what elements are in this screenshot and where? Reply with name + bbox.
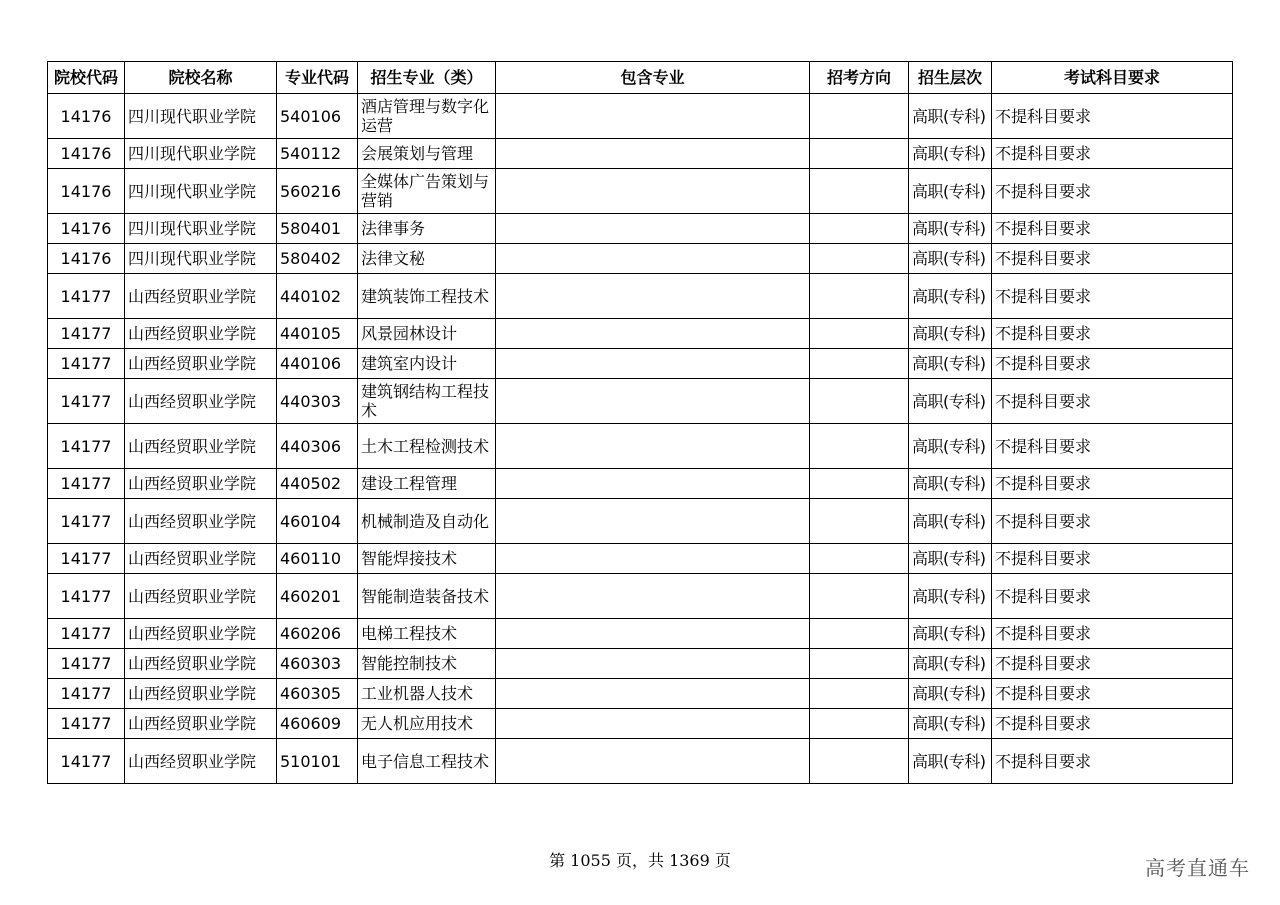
cell-included-majors (496, 139, 810, 169)
cell-school-name: 山西经贸职业学院 (125, 709, 277, 739)
cell-direction (810, 469, 909, 499)
cell-major-code: 440102 (277, 274, 358, 319)
cell-direction (810, 319, 909, 349)
cell-school-code: 14176 (48, 94, 125, 139)
cell-school-code: 14177 (48, 679, 125, 709)
cell-requirement: 不提科目要求 (992, 739, 1233, 784)
header-major-code: 专业代码 (277, 62, 358, 94)
table-row (48, 469, 1233, 499)
cell-major-code: 510101 (277, 739, 358, 784)
table-row (48, 544, 1233, 574)
cell-major-code: 580402 (277, 244, 358, 274)
cell-major: 电梯工程技术 (358, 619, 496, 649)
cell-direction (810, 244, 909, 274)
enrollment-table (47, 61, 1233, 784)
cell-major-code: 460104 (277, 499, 358, 544)
cell-major: 工业机器人技术 (358, 679, 496, 709)
cell-included-majors (496, 574, 810, 619)
cell-included-majors (496, 424, 810, 469)
cell-included-majors (496, 379, 810, 424)
cell-included-majors (496, 649, 810, 679)
cell-major-code: 440105 (277, 319, 358, 349)
table-row (48, 169, 1233, 214)
cell-school-code: 14177 (48, 349, 125, 379)
cell-level: 高职(专科) (909, 469, 992, 499)
cell-included-majors (496, 319, 810, 349)
cell-included-majors (496, 619, 810, 649)
cell-major: 土木工程检测技术 (358, 424, 496, 469)
cell-major: 会展策划与管理 (358, 139, 496, 169)
cell-level: 高职(专科) (909, 274, 992, 319)
cell-direction (810, 169, 909, 214)
cell-major: 风景园林设计 (358, 319, 496, 349)
cell-major: 电子信息工程技术 (358, 739, 496, 784)
cell-school-code: 14176 (48, 139, 125, 169)
cell-school-name: 四川现代职业学院 (125, 214, 277, 244)
cell-included-majors (496, 244, 810, 274)
table-row (48, 424, 1233, 469)
cell-school-name: 山西经贸职业学院 (125, 319, 277, 349)
cell-included-majors (496, 499, 810, 544)
cell-level: 高职(专科) (909, 574, 992, 619)
table-body (48, 94, 1233, 784)
cell-school-code: 14177 (48, 544, 125, 574)
table-row (48, 319, 1233, 349)
cell-direction (810, 139, 909, 169)
cell-requirement: 不提科目要求 (992, 424, 1233, 469)
cell-included-majors (496, 214, 810, 244)
cell-major-code: 460305 (277, 679, 358, 709)
cell-school-code: 14177 (48, 709, 125, 739)
cell-major-code: 440303 (277, 379, 358, 424)
cell-major-code: 440106 (277, 349, 358, 379)
header-school-code: 院校代码 (48, 62, 125, 94)
cell-level: 高职(专科) (909, 319, 992, 349)
cell-school-code: 14177 (48, 469, 125, 499)
cell-school-code: 14177 (48, 379, 125, 424)
cell-included-majors (496, 679, 810, 709)
cell-school-name: 四川现代职业学院 (125, 244, 277, 274)
table-row (48, 649, 1233, 679)
table-row (48, 379, 1233, 424)
cell-school-code: 14177 (48, 619, 125, 649)
cell-school-name: 四川现代职业学院 (125, 169, 277, 214)
header-included-majors: 包含专业 (496, 62, 810, 94)
cell-level: 高职(专科) (909, 139, 992, 169)
cell-included-majors (496, 274, 810, 319)
table-row (48, 574, 1233, 619)
cell-major: 全媒体广告策划与营销 (358, 169, 496, 214)
cell-direction (810, 94, 909, 139)
table-header-row (48, 62, 1233, 94)
cell-included-majors (496, 709, 810, 739)
cell-major: 建筑室内设计 (358, 349, 496, 379)
cell-requirement: 不提科目要求 (992, 139, 1233, 169)
page-number: 第 1055 页，共 1369 页 (549, 851, 731, 870)
cell-level: 高职(专科) (909, 169, 992, 214)
cell-school-name: 山西经贸职业学院 (125, 469, 277, 499)
cell-major: 建设工程管理 (358, 469, 496, 499)
table-row (48, 274, 1233, 319)
cell-requirement: 不提科目要求 (992, 94, 1233, 139)
cell-school-code: 14177 (48, 574, 125, 619)
cell-requirement: 不提科目要求 (992, 349, 1233, 379)
table-row (48, 349, 1233, 379)
cell-school-name: 山西经贸职业学院 (125, 349, 277, 379)
cell-requirement: 不提科目要求 (992, 574, 1233, 619)
cell-school-code: 14177 (48, 274, 125, 319)
cell-level: 高职(专科) (909, 424, 992, 469)
cell-direction (810, 679, 909, 709)
cell-major-code: 440306 (277, 424, 358, 469)
cell-school-name: 山西经贸职业学院 (125, 739, 277, 784)
header-requirement: 考试科目要求 (992, 62, 1233, 94)
cell-major-code: 580401 (277, 214, 358, 244)
cell-direction (810, 649, 909, 679)
cell-level: 高职(专科) (909, 544, 992, 574)
cell-direction (810, 424, 909, 469)
cell-school-name: 山西经贸职业学院 (125, 424, 277, 469)
cell-level: 高职(专科) (909, 244, 992, 274)
cell-major: 智能焊接技术 (358, 544, 496, 574)
cell-major-code: 460609 (277, 709, 358, 739)
cell-direction (810, 574, 909, 619)
cell-major: 智能制造装备技术 (358, 574, 496, 619)
table-row (48, 739, 1233, 784)
cell-major: 机械制造及自动化 (358, 499, 496, 544)
cell-school-name: 山西经贸职业学院 (125, 574, 277, 619)
cell-school-name: 山西经贸职业学院 (125, 619, 277, 649)
cell-school-code: 14176 (48, 244, 125, 274)
cell-direction (810, 544, 909, 574)
cell-school-code: 14177 (48, 319, 125, 349)
cell-requirement: 不提科目要求 (992, 214, 1233, 244)
cell-level: 高职(专科) (909, 499, 992, 544)
cell-requirement: 不提科目要求 (992, 469, 1233, 499)
cell-major-code: 440502 (277, 469, 358, 499)
table-row (48, 709, 1233, 739)
table-row (48, 139, 1233, 169)
cell-requirement: 不提科目要求 (992, 709, 1233, 739)
cell-requirement: 不提科目要求 (992, 244, 1233, 274)
cell-school-code: 14176 (48, 214, 125, 244)
header-school-name: 院校名称 (125, 62, 277, 94)
cell-direction (810, 619, 909, 649)
table-row (48, 499, 1233, 544)
cell-level: 高职(专科) (909, 379, 992, 424)
table-row (48, 679, 1233, 709)
cell-requirement: 不提科目要求 (992, 379, 1233, 424)
cell-major-code: 460110 (277, 544, 358, 574)
brand-watermark: 高考直通车 (1145, 856, 1250, 880)
cell-included-majors (496, 469, 810, 499)
cell-requirement: 不提科目要求 (992, 169, 1233, 214)
cell-direction (810, 349, 909, 379)
cell-included-majors (496, 349, 810, 379)
cell-level: 高职(专科) (909, 349, 992, 379)
cell-included-majors (496, 544, 810, 574)
cell-major: 建筑装饰工程技术 (358, 274, 496, 319)
cell-school-code: 14177 (48, 424, 125, 469)
cell-included-majors (496, 739, 810, 784)
cell-school-code: 14176 (48, 169, 125, 214)
cell-included-majors (496, 94, 810, 139)
cell-school-name: 山西经贸职业学院 (125, 544, 277, 574)
cell-level: 高职(专科) (909, 214, 992, 244)
header-level: 招生层次 (909, 62, 992, 94)
cell-level: 高职(专科) (909, 619, 992, 649)
cell-major-code: 460201 (277, 574, 358, 619)
cell-level: 高职(专科) (909, 739, 992, 784)
cell-major: 无人机应用技术 (358, 709, 496, 739)
cell-school-code: 14177 (48, 739, 125, 784)
cell-direction (810, 379, 909, 424)
header-major: 招生专业（类） (358, 62, 496, 94)
cell-direction (810, 709, 909, 739)
cell-school-name: 山西经贸职业学院 (125, 379, 277, 424)
cell-major: 智能控制技术 (358, 649, 496, 679)
cell-school-name: 四川现代职业学院 (125, 139, 277, 169)
cell-direction (810, 739, 909, 784)
cell-requirement: 不提科目要求 (992, 649, 1233, 679)
cell-major-code: 560216 (277, 169, 358, 214)
cell-school-code: 14177 (48, 649, 125, 679)
cell-major: 法律文秘 (358, 244, 496, 274)
cell-included-majors (496, 169, 810, 214)
cell-major: 法律事务 (358, 214, 496, 244)
cell-school-code: 14177 (48, 499, 125, 544)
cell-direction (810, 499, 909, 544)
cell-requirement: 不提科目要求 (992, 499, 1233, 544)
cell-major-code: 540112 (277, 139, 358, 169)
cell-level: 高职(专科) (909, 649, 992, 679)
cell-direction (810, 214, 909, 244)
cell-direction (810, 274, 909, 319)
cell-requirement: 不提科目要求 (992, 619, 1233, 649)
cell-major-code: 460303 (277, 649, 358, 679)
cell-major-code: 540106 (277, 94, 358, 139)
cell-school-name: 山西经贸职业学院 (125, 649, 277, 679)
table-row (48, 619, 1233, 649)
cell-major: 酒店管理与数字化运营 (358, 94, 496, 139)
cell-major-code: 460206 (277, 619, 358, 649)
table-row (48, 214, 1233, 244)
cell-level: 高职(专科) (909, 94, 992, 139)
cell-school-name: 山西经贸职业学院 (125, 274, 277, 319)
cell-school-name: 山西经贸职业学院 (125, 679, 277, 709)
cell-level: 高职(专科) (909, 679, 992, 709)
header-direction: 招考方向 (810, 62, 909, 94)
cell-requirement: 不提科目要求 (992, 274, 1233, 319)
table-row (48, 244, 1233, 274)
cell-requirement: 不提科目要求 (992, 679, 1233, 709)
cell-requirement: 不提科目要求 (992, 319, 1233, 349)
cell-school-name: 山西经贸职业学院 (125, 499, 277, 544)
cell-major: 建筑钢结构工程技术 (358, 379, 496, 424)
cell-requirement: 不提科目要求 (992, 544, 1233, 574)
table-row (48, 94, 1233, 139)
cell-level: 高职(专科) (909, 709, 992, 739)
cell-school-name: 四川现代职业学院 (125, 94, 277, 139)
